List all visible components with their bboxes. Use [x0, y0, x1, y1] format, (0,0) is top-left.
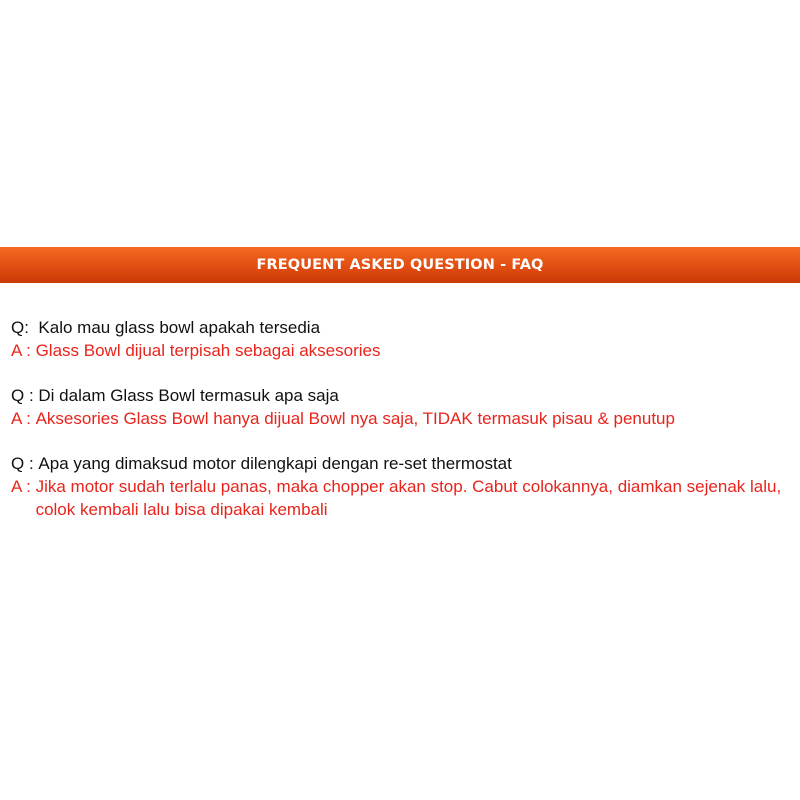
faq-item-1: [11, 316, 796, 362]
faq-item-3: [11, 452, 796, 521]
answer-text: Aksesories Glass Bowl hanya dijual Bowl nya saja, TIDAK termasuk pisau & penutup: [35, 409, 675, 428]
answer-prefix: A :: [11, 409, 36, 428]
question-text: Kalo mau glass bowl apakah tersedia: [38, 318, 321, 337]
answer-text: Jika motor sudah terlalu panas, maka chopper akan stop. Cabut colokannya, diamkan sejenak lalu, colok kembali lalu bisa dipakai kembali: [35, 477, 782, 519]
answer-prefix: A :: [11, 341, 36, 360]
question-prefix: Q:: [11, 318, 39, 337]
banner-title: FREQUENT ASKED QUESTION - FAQ: [256, 257, 544, 273]
faq-banner: [0, 247, 800, 283]
faq-question: [11, 452, 796, 475]
faq-item-2: [11, 384, 796, 430]
answer-prefix: A :: [11, 477, 36, 496]
question-text: Di dalam Glass Bowl termasuk apa saja: [38, 386, 339, 405]
faq-question: [11, 384, 796, 407]
faq-answer: [11, 339, 796, 362]
faq-list: [11, 316, 796, 521]
faq-answer: [11, 475, 796, 521]
answer-text: Glass Bowl dijual terpisah sebagai aksesories: [35, 341, 381, 360]
faq-answer: [11, 407, 796, 430]
question-prefix: Q :: [11, 454, 39, 473]
faq-question: [11, 316, 796, 339]
question-prefix: Q :: [11, 386, 39, 405]
question-text: Apa yang dimaksud motor dilengkapi dengan re-set thermostat: [38, 454, 512, 473]
